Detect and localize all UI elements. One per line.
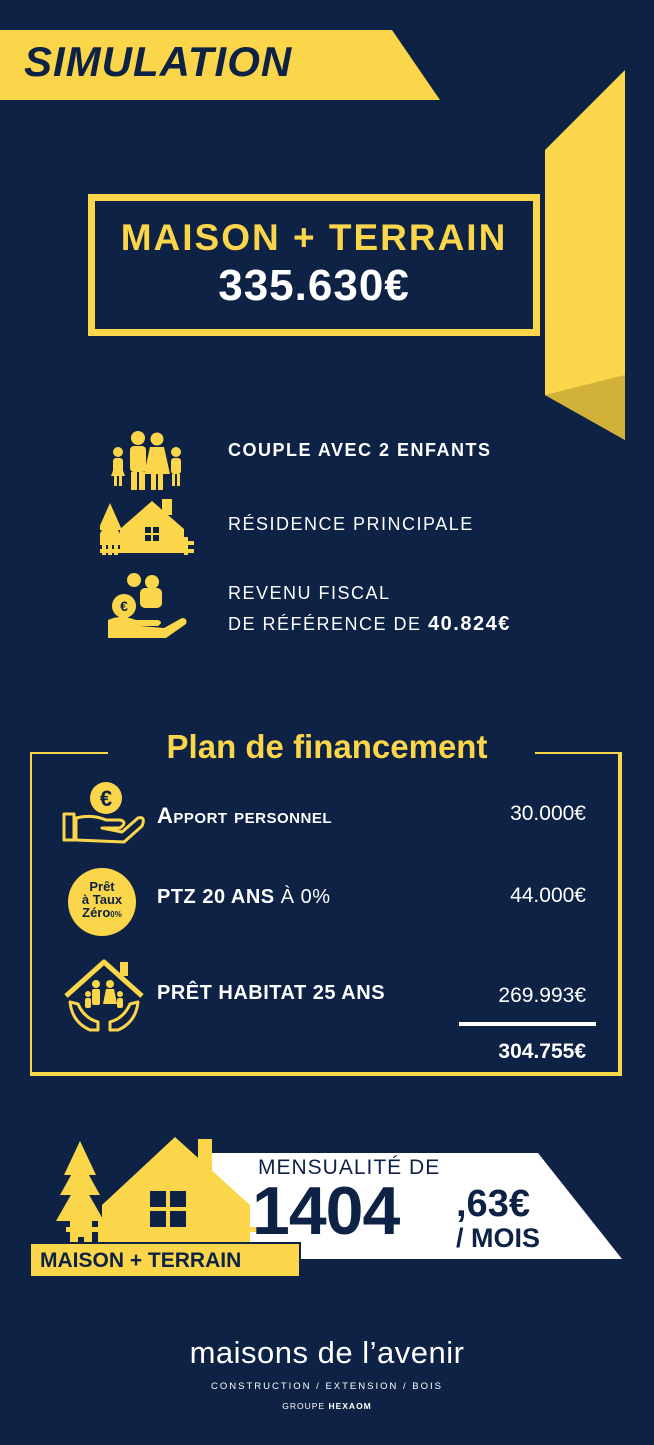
apport-value: 30.000€ [510,802,586,825]
monthly-amount-integer: 1404 [252,1173,400,1249]
ptz-icon-text-3: Zéro0% [82,905,122,920]
brand-tagline: CONSTRUCTION / EXTENSION / BOIS [211,1381,443,1392]
ptz-icon-text-2: à Taux [81,892,123,907]
svg-text:€: € [120,598,128,614]
ribbon-decoration [540,70,630,440]
ptz-label: PTZ 20 ANS À 0% [157,886,331,908]
svg-text:€: € [99,786,113,811]
financing-total: 304.755€ [498,1040,586,1063]
monthly-label: MENSUALITÉ DE [258,1156,441,1179]
monthly-unit: / MOIS [456,1223,541,1253]
apport-label: Apport personnel [157,803,333,828]
income-line-1: REVENU FISCAL [228,583,391,603]
pret-habitat-value: 269.993€ [498,984,586,1007]
property-label: MAISON + TERRAIN [120,217,508,258]
pret-taux-zero-icon [68,868,136,936]
residence-text: RÉSIDENCE PRINCIPALE [228,514,474,534]
monthly-amount-decimal: ,63€ [456,1183,530,1225]
price-box [88,194,540,336]
brand-logo: maisons de l’avenir [189,1335,465,1370]
house-icon [100,495,195,565]
ptz-icon-text-1: Prêt [89,879,115,894]
ptz-value: 44.000€ [510,884,586,907]
financing-title: Plan de financement [166,728,488,765]
maison-terrain-badge: MAISON + TERRAIN [40,1249,242,1272]
household-text: COUPLE AVEC 2 ENFANTS [228,440,492,460]
hand-coin-icon [62,778,146,860]
income-line-2: DE RÉFÉRENCE DE 40.824€ [228,613,511,635]
page-title: SIMULATION [24,38,293,85]
family-icon [100,424,195,494]
group-label: GROUPE HEXAOM [282,1401,372,1411]
property-price: 335.630€ [218,261,410,310]
pret-habitat-label: PRÊT HABITAT 25 ANS [157,982,386,1004]
income-hand-icon [100,570,195,640]
total-divider [459,1022,596,1026]
house-family-hands-icon [62,958,146,1040]
